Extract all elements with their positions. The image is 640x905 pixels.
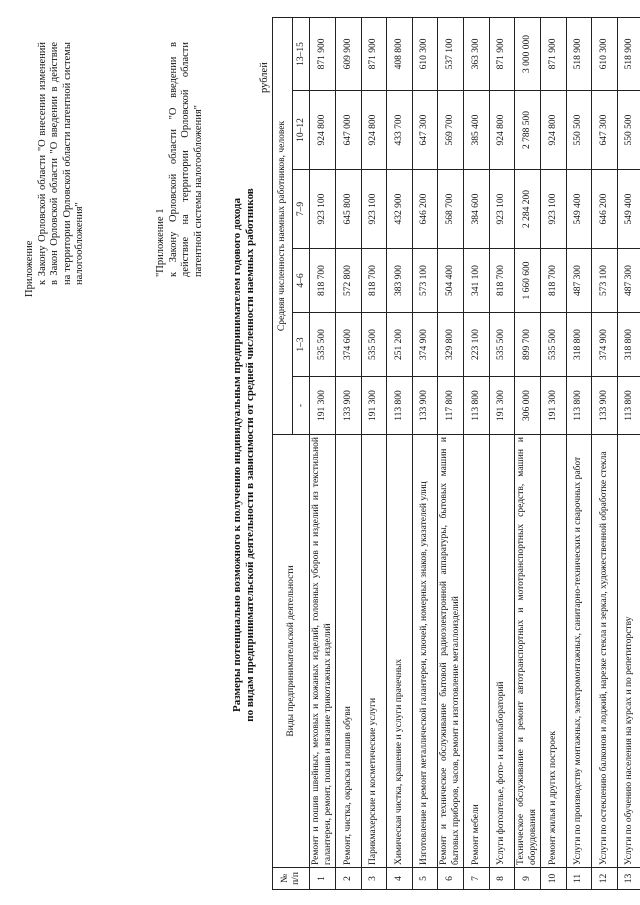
income-value: 518 900	[566, 17, 592, 90]
table-row	[387, 17, 413, 889]
income-value: 924 800	[310, 91, 336, 170]
income-value: 647 000	[336, 91, 362, 170]
row-number: 13	[617, 868, 640, 890]
income-value: 568 700	[438, 170, 464, 249]
activity-name: Парикмахерские и косметические услуги	[361, 435, 387, 868]
income-value: 432 900	[387, 170, 413, 249]
income-value: 609 900	[336, 17, 362, 90]
income-value: 573 100	[412, 249, 438, 313]
table-row	[438, 17, 464, 889]
income-value: 374 600	[336, 313, 362, 377]
row-number: 9	[515, 868, 541, 890]
appendix-note	[24, 42, 87, 297]
income-value: 535 500	[310, 313, 336, 377]
income-value: 504 400	[438, 249, 464, 313]
header-col-0: -	[293, 377, 310, 435]
income-value: 433 700	[387, 91, 413, 170]
income-value: 550 500	[617, 91, 640, 170]
income-value: 518 900	[617, 17, 640, 90]
activity-name: Услуги по производству монтажных, электромонтажных, санитарно-технических и сварочных работ	[566, 435, 592, 868]
income-value: 383 900	[387, 249, 413, 313]
income-value: 318 800	[617, 313, 640, 377]
income-value: 818 700	[310, 249, 336, 313]
income-value: 117 800	[438, 377, 464, 435]
income-value: 871 900	[310, 17, 336, 90]
income-value: 923 100	[541, 170, 567, 249]
row-number: 10	[541, 868, 567, 890]
row-number: 8	[489, 868, 515, 890]
activity-name: Ремонт жилья и других построек	[541, 435, 567, 868]
income-value: 535 500	[541, 313, 567, 377]
header-col-1: 1–3	[293, 313, 310, 377]
income-value: 329 800	[438, 313, 464, 377]
income-value: 871 900	[541, 17, 567, 90]
activity-name: Изготовление и ремонт металлической галантереи, ключей, номерных знаков, указателей улиц	[412, 435, 438, 868]
income-value: 646 200	[592, 170, 618, 249]
appendix-1-label: "Приложение 1	[155, 208, 166, 277]
income-value: 572 800	[336, 249, 362, 313]
income-value: 924 800	[361, 91, 387, 170]
header-col-4: 10–12	[293, 91, 310, 170]
income-value: 550 500	[566, 91, 592, 170]
income-value: 306 000	[515, 377, 541, 435]
income-value: 646 200	[412, 170, 438, 249]
appendix-1-law-reference: к Закону Орловской области "О введении в действие на территории Орловской области патентной системы налогообложения"	[167, 42, 204, 277]
income-value: 2 788 500	[515, 91, 541, 170]
income-value: 924 800	[489, 91, 515, 170]
table-row	[361, 17, 387, 889]
income-value: 133 900	[336, 377, 362, 435]
header-employee-count: Средняя численность наемных работников, человек	[273, 17, 293, 434]
income-value: 818 700	[541, 249, 567, 313]
table-row	[464, 17, 490, 889]
income-value: 133 900	[592, 377, 618, 435]
table-title-line-2: по видам предпринимательской деятельности в зависимости от средней численности наемных работников	[244, 188, 256, 722]
table-row	[592, 17, 618, 889]
header-col-2: 4–6	[293, 249, 310, 313]
income-value: 191 300	[541, 377, 567, 435]
income-value: 191 300	[489, 377, 515, 435]
income-value: 408 800	[387, 17, 413, 90]
income-value: 487 300	[617, 249, 640, 313]
income-value: 113 800	[617, 377, 640, 435]
income-value: 374 900	[592, 313, 618, 377]
income-value: 133 900	[412, 377, 438, 435]
row-number: 7	[464, 868, 490, 890]
row-number: 2	[336, 868, 362, 890]
income-value: 923 100	[310, 170, 336, 249]
row-number: 12	[592, 868, 618, 890]
income-value: 251 200	[387, 313, 413, 377]
currency-unit: рублей	[259, 62, 270, 93]
income-value: 537 100	[438, 17, 464, 90]
table-row	[489, 17, 515, 889]
income-value: 610 300	[592, 17, 618, 90]
income-value: 647 300	[592, 91, 618, 170]
table-row	[412, 17, 438, 889]
table-title	[231, 125, 257, 785]
income-value: 223 100	[464, 313, 490, 377]
activity-name: Услуги по обучению населения на курсах и по репетиторству	[617, 435, 640, 868]
activity-name: Химическая чистка, крашение и услуги прачечных	[387, 435, 413, 868]
income-value: 1 660 600	[515, 249, 541, 313]
header-col-5: 13–15	[293, 17, 310, 90]
income-value: 549 400	[617, 170, 640, 249]
row-number: 4	[387, 868, 413, 890]
appendix-label: Приложение	[24, 240, 35, 297]
income-value: 374 900	[412, 313, 438, 377]
income-value: 384 600	[464, 170, 490, 249]
table-row	[541, 17, 567, 889]
appendix-law-reference: к Закону Орловской области "О внесении изменений в Закон Орловской области "О введении в действие на территории Орловской области патентной системы налогообложения"	[36, 42, 85, 285]
income-value: 610 300	[412, 17, 438, 90]
income-value: 363 300	[464, 17, 490, 90]
activity-name: Ремонт, чистка, окраска и пошив обуви	[336, 435, 362, 868]
row-number: 6	[438, 868, 464, 890]
income-value: 191 300	[361, 377, 387, 435]
income-value: 113 800	[566, 377, 592, 435]
header-col-3: 7–9	[293, 170, 310, 249]
activity-name: Ремонт и техническое обслуживание бытовой радиоэлектронной аппаратуры, бытовых машин и бытовых приборов, часов, ремонт и изготовление металлоизделий	[438, 435, 464, 868]
income-value: 924 800	[541, 91, 567, 170]
income-value: 818 700	[361, 249, 387, 313]
activity-name: Техническое обслуживание и ремонт автотранспортных и мототранспортных средств, машин и оборудования	[515, 435, 541, 868]
income-value: 871 900	[489, 17, 515, 90]
activity-name: Услуги фотоателье, фото- и кинолабораторий	[489, 435, 515, 868]
header-num: № п/п	[273, 868, 310, 890]
table-row	[336, 17, 362, 889]
activity-name: Ремонт и пошив швейных, меховых и кожаных изделий, головных уборов и изделий из текстильной галантереи, ремонт, пошив и вязание трикотажных изделий	[310, 435, 336, 868]
table-title-line-1: Размеры потенциально возможного к получению индивидуальным предпринимателем годового дохода	[231, 198, 243, 712]
income-value: 923 100	[489, 170, 515, 249]
table-row	[310, 17, 336, 889]
income-value: 3 000 000	[515, 17, 541, 90]
row-number: 3	[361, 868, 387, 890]
income-value: 535 500	[489, 313, 515, 377]
row-number: 1	[310, 868, 336, 890]
activity-name: Ремонт мебели	[464, 435, 490, 868]
income-value: 191 300	[310, 377, 336, 435]
income-value: 385 400	[464, 91, 490, 170]
income-value: 318 800	[566, 313, 592, 377]
income-value: 923 100	[361, 170, 387, 249]
row-number: 5	[412, 868, 438, 890]
income-value: 113 800	[387, 377, 413, 435]
income-value: 487 300	[566, 249, 592, 313]
income-value: 645 800	[336, 170, 362, 249]
income-value: 899 700	[515, 313, 541, 377]
activity-name: Услуги по остеклению балконов и лоджий, нарезке стекла и зеркал, художественной обработке стекла	[592, 435, 618, 868]
income-value: 113 800	[464, 377, 490, 435]
appendix-1-note	[155, 42, 205, 277]
income-value: 535 500	[361, 313, 387, 377]
income-value: 871 900	[361, 17, 387, 90]
income-table	[272, 17, 640, 890]
income-value: 647 300	[412, 91, 438, 170]
table-row	[515, 17, 541, 889]
header-activity: Виды предпринимательской деятельности	[273, 435, 310, 868]
income-value: 341 100	[464, 249, 490, 313]
income-value: 573 100	[592, 249, 618, 313]
income-value: 818 700	[489, 249, 515, 313]
income-value: 2 284 200	[515, 170, 541, 249]
table-row	[566, 17, 592, 889]
table-row	[617, 17, 640, 889]
income-value: 549 400	[566, 170, 592, 249]
income-value: 569 700	[438, 91, 464, 170]
row-number: 11	[566, 868, 592, 890]
